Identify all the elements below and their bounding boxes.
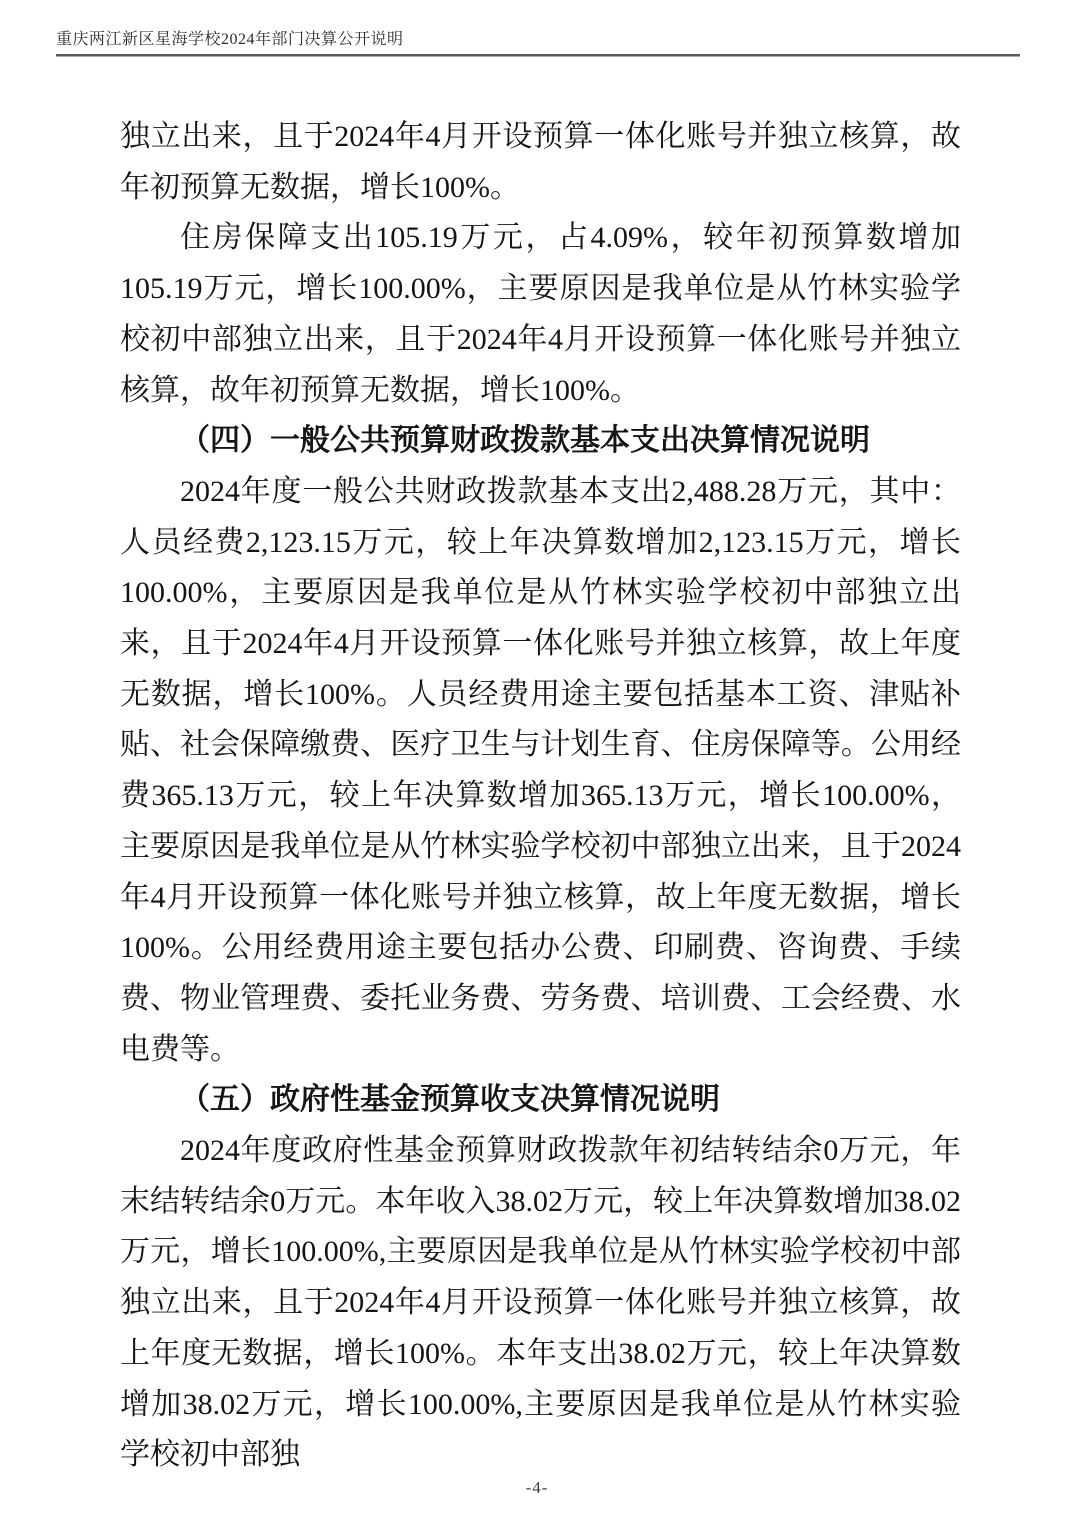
body-paragraph: 独立出来，且于2024年4月开设预算一体化账号并独立核算，故年初预算无数据，增长100%。 bbox=[120, 120, 961, 204]
section-heading: （五）政府性基金预算收支决算情况说明 bbox=[180, 1083, 720, 1117]
body-paragraph: 住房保障支出105.19万元，占4.09%，较年初预算数增加105.19万元，增长100.00%，主要原因是我单位是从竹林实验学校初中部独立出来，且于2024年4月开设预算一体化账号并独立核算，故年初预算无数据，增长100%。 bbox=[120, 221, 961, 407]
header-rule bbox=[56, 54, 1020, 57]
page-header bbox=[56, 30, 1020, 57]
body-paragraph: 2024年度一般公共财政拨款基本支出2,488.28万元，其中：人员经费2,123.15万元，较上年决算数增加2,123.15万元，增长100.00%，主要原因是我单位是从竹林实验学校初中部独立出来，且于2024年4月开设预算一体化账号并独立核算，故上年度无数据，增长100%。人员经费用途主要包括基本工资、津贴补贴、社会保障缴费、医疗卫生与计划生育、住房保障等。公用经费365.13万元，较上年决算数增加365.13万元，增长100.00%，主要原因是我单位是从竹林实验学校初中部独立出来，且于2024年4月开设预算一体化账号并独立核算，故上年度无数据，增长100%。公用经费用途主要包括办公费、印刷费、咨询费、手续费、物业管理费、委托业务费、劳务费、培训费、工会经费、水电费等。 bbox=[120, 474, 961, 1066]
body-paragraph: 2024年度政府性基金预算财政拨款年初结转结余0万元，年末结转结余0万元。本年收入38.02万元，较上年决算数增加38.02万元，增长100.00%,主要原因是我单位是从竹林实验学校初中部独立出来，且于2024年4月开设预算一体化账号并独立核算，故上年度无数据，增长100%。本年支出38.02万元，较上年决算数增加38.02万元，增长100.00%,主要原因是我单位是从竹林实验学校初中部独 bbox=[120, 1134, 961, 1472]
section-heading: （四）一般公共预算财政拨款基本支出决算情况说明 bbox=[180, 424, 870, 458]
page-number: -4- bbox=[525, 1478, 549, 1497]
document-body bbox=[120, 112, 961, 1481]
page-footer bbox=[0, 1478, 1074, 1498]
header-title: 重庆两江新区星海学校2024年部门决算公开说明 bbox=[56, 31, 404, 48]
